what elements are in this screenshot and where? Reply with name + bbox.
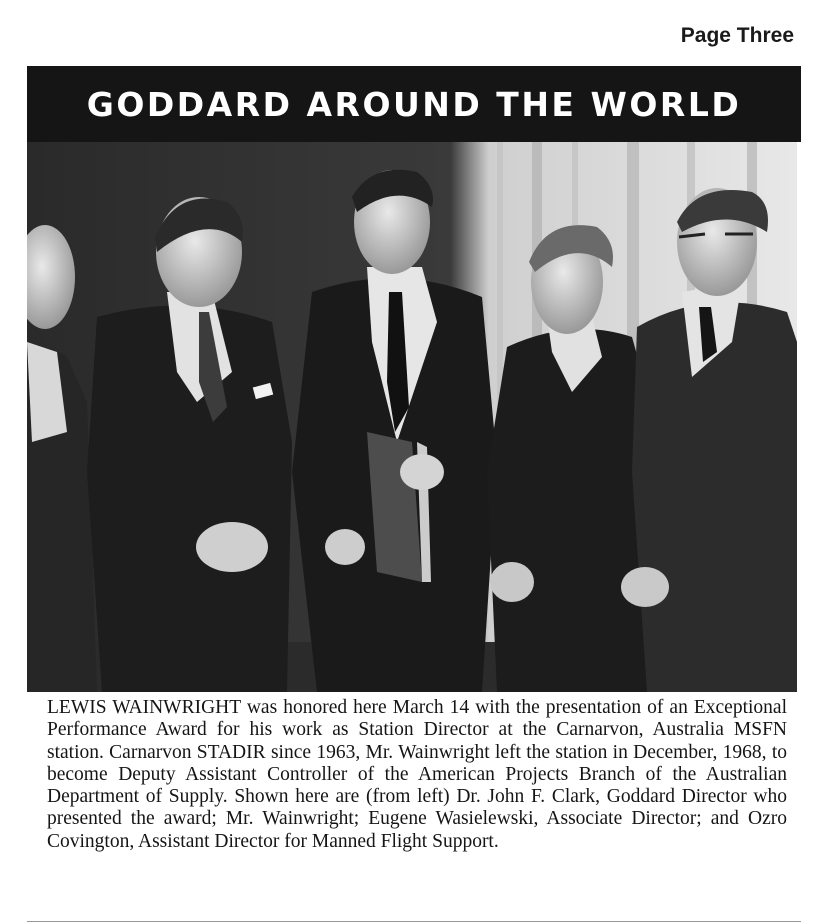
banner-title: GODDARD AROUND THE WORLD — [86, 84, 742, 124]
page-number: Page Three — [680, 24, 794, 47]
section-banner — [27, 66, 801, 142]
photo-caption: LEWIS WAINWRIGHT was honored here March 14 with the presentation of an Exceptional Performance Award for his work as Station Director at the Carnarvon, Australia MSFN station. Carnarvon STADIR since 1963, Mr. Wainwright left the station in December, 1968, to become Deputy Assistant Controller of the American Projects Branch of the Australian Department of Supply. Shown here are (from left) Dr. John F. Clark, Goddard Director who presented the award; Mr. Wainwright; Eugene Wasielewski, Associate Director; and Ozro Covington, Assistant Director for Manned Flight Support. — [47, 697, 787, 852]
group-photo — [27, 142, 797, 692]
photo-illustration — [27, 142, 797, 692]
divider — [27, 921, 801, 922]
